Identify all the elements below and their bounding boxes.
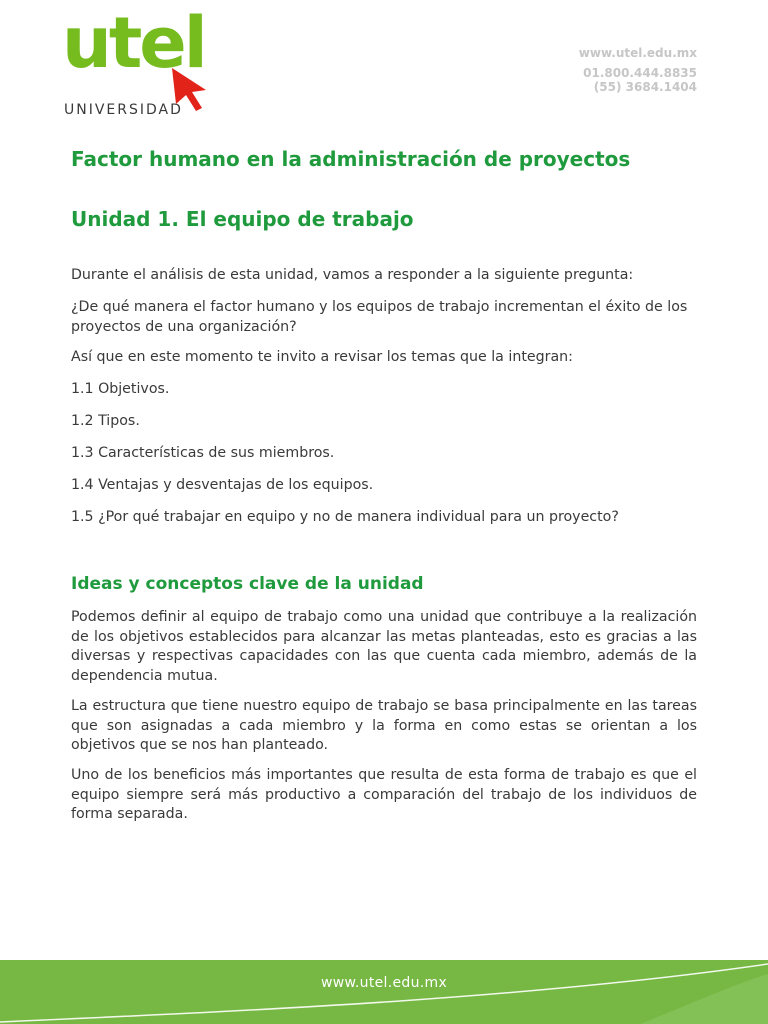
unit-title: Unidad 1. El equipo de trabajo [71, 207, 414, 231]
document-title: Factor humano en la administración de proyectos [71, 147, 631, 171]
logo-wordmark: utel [62, 2, 205, 84]
topic-item: 1.4 Ventajas y desventajas de los equipos. [71, 477, 374, 493]
body-paragraph: Podemos definir al equipo de trabajo como una unidad que contribuye a la realización de los objetivos establecidos para alcanzar las metas planteadas, esto es gracias a las diversas y respectivas capacidades con las que cuenta cada miembro, además de la dependencia mutua. [71, 609, 697, 684]
website-link[interactable]: www.utel.edu.mx [578, 46, 697, 60]
body-paragraph: La estructura que tiene nuestro equipo de trabajo se basa principalmente en las tareas que son asignadas a cada miembro y la forma en como estas se orientan a los objetivos que se nos han planteado. [71, 698, 697, 753]
topic-item: 1.2 Tipos. [71, 413, 140, 429]
topic-item: 1.1 Objetivos. [71, 381, 170, 397]
footer-website-link[interactable]: www.utel.edu.mx [320, 975, 448, 991]
utel-logo [62, 2, 212, 122]
invite-paragraph: Así que en este momento te invito a revisar los temas que la integran: [71, 349, 573, 365]
topic-item: 1.3 Características de sus miembros. [71, 445, 335, 461]
question-paragraph: ¿De qué manera el factor humano y los equipos de trabajo incrementan el éxito de los proyectos de una organización? [71, 299, 688, 335]
section-heading: Ideas y conceptos clave de la unidad [71, 574, 424, 594]
phone-number: (55) 3684.1404 [593, 80, 697, 94]
topic-item: 1.5 ¿Por qué trabajar en equipo y no de manera individual para un proyecto? [71, 509, 619, 525]
logo-subtitle: UNIVERSIDAD [64, 102, 183, 118]
intro-paragraph: Durante el análisis de esta unidad, vamos a responder a la siguiente pregunta: [71, 267, 634, 283]
contact-info [579, 46, 697, 94]
footer-wave-decoration [0, 960, 768, 1024]
page-footer [0, 960, 768, 1024]
phone-number: 01.800.444.8835 [583, 66, 697, 80]
body-paragraph: Uno de los beneficios más importantes que resulta de esta forma de trabajo es que el equipo siempre será más productivo a comparación del trabajo de los individuos de forma separada. [71, 767, 697, 822]
